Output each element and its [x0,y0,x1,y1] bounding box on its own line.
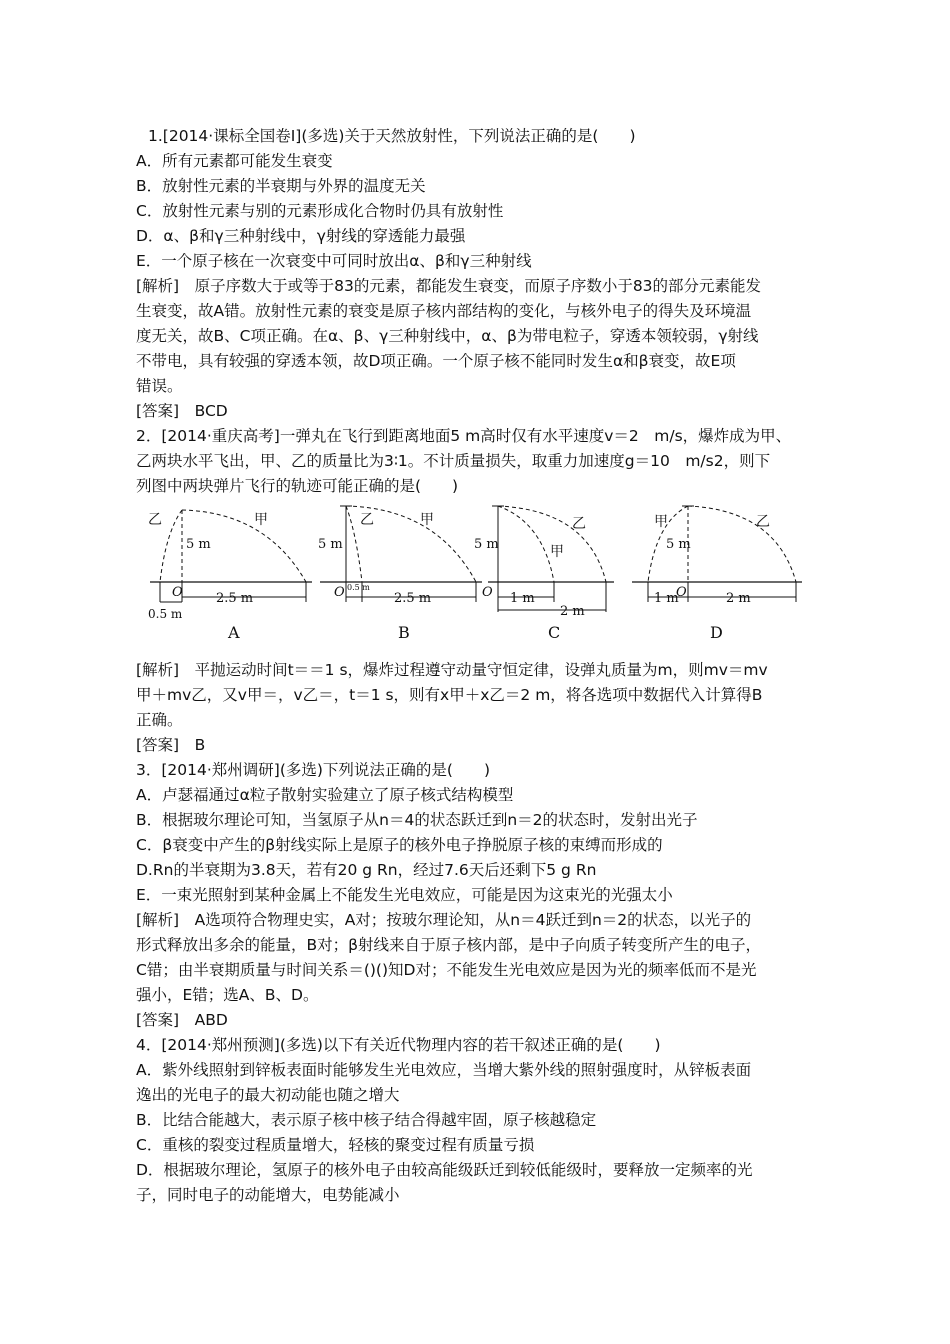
fig-a-height: 5 m [186,537,211,552]
fig-b-left-label: 乙 [360,512,374,528]
q2-stem-line: 列图中两块弹片飞行的轨迹可能正确的是( ) [136,477,459,495]
fig-b-dist-right: 2.5 m [394,591,432,606]
figure-a [146,502,316,652]
q1-option-c: C．放射性元素与别的元素形成化合物时仍具有放射性 [136,202,504,220]
fig-d-left-label: 甲 [654,514,668,530]
fig-b-right-label: 甲 [420,512,434,528]
fig-b-origin: O [334,585,345,600]
fig-c-dist-outer: 2 m [560,604,585,619]
q4-option-d-cont: 子，同时电子的动能增大，电势能减小 [136,1186,400,1204]
q1-analysis-line: [解析] 原子序数大于或等于83的元素，都能发生衰变，而原子序数小于83的部分元素能发 [136,277,762,295]
q4-option-a: A．紫外线照射到锌板表面时能够发生光电效应，当增大紫外线的照射强度时，从锌板表面 [136,1061,752,1079]
figure-d [626,502,806,652]
fig-a-left-label: 乙 [148,512,162,528]
figure-c [474,502,618,652]
fig-c-height: 5 m [474,537,499,552]
q1-analysis-line: 错误。 [136,377,183,395]
q2-analysis-line: 甲＋mv乙，又v甲＝，v乙＝，t＝1 s，则有x甲＋x乙＝2 m，将各选项中数据代入计算得B [136,686,763,704]
q2-stem-line: 2．[2014·重庆高考]一弹丸在飞行到距离地面5 m高时仅有水平速度v＝2 m/s，爆炸成为甲、 [136,427,792,445]
figure-b [316,502,486,652]
q3-option-e: E．一束光照射到某种金属上不能发生光电效应，可能是因为这束光的光强太小 [136,886,673,904]
q1-option-a: A．所有元素都可能发生衰变 [136,152,333,170]
fig-d-dist-right: 2 m [726,591,751,606]
fig-d-letter: D [710,623,723,642]
q2-stem-line: 乙两块水平飞出，甲、乙的质量比为3∶1。不计质量损失，取重力加速度g＝10 m/s2，则下 [136,452,771,470]
fig-a-letter: A [228,623,240,642]
q1-option-b: B．放射性元素的半衰期与外界的温度无关 [136,177,426,195]
q3-analysis-line: 形式释放出多余的能量，B对；β射线来自于原子核内部，是中子向质子转变所产生的电子， [136,936,762,954]
q2-analysis-line: 正确。 [136,711,183,729]
fig-a-origin: O [172,585,183,600]
q2-figures [136,502,826,652]
q4-option-d: D．根据玻尔理论，氢原子的核外电子由较高能级跃迁到较低能级时，要释放一定频率的光 [136,1161,753,1179]
q3-analysis-line: C错；由半衰期质量与时间关系＝()()知D对；不能发生光电效应是因为光的频率低而不是光 [136,961,757,979]
q3-option-c: C．β衰变中产生的β射线实际上是原子的核外电子挣脱原子核的束缚而形成的 [136,836,663,854]
q3-option-a: A．卢瑟福通过α粒子散射实验建立了原子核式结构模型 [136,786,514,804]
q4-stem: 4．[2014·郑州预测](多选)以下有关近代物理内容的若干叙述正确的是( ) [136,1036,661,1054]
fig-c-letter: C [548,623,561,642]
q3-answer: [答案] ABD [136,1011,228,1029]
q1-answer: [答案] BCD [136,402,228,420]
document-content [136,124,826,1208]
fig-b-height: 5 m [318,537,343,552]
q1-analysis-line: 生衰变，故A错。放射性元素的衰变是原子核内部结构的变化，与核外电子的得失及环境温 [136,302,752,320]
fig-c-dist-inner: 1 m [510,591,535,606]
fig-d-right-label: 乙 [756,514,770,530]
q1-analysis-line: 不带电，具有较强的穿透本领，故D项正确。一个原子核不能同时发生α和β衰变，故E项 [136,352,736,370]
q1-analysis-line: 度无关，故B、C项正确。在α、β、γ三种射线中，α、β为带电粒子，穿透本领较弱，γ射线 [136,327,759,345]
q4-option-b: B．比结合能越大，表示原子核中核子结合得越牢固，原子核越稳定 [136,1111,597,1129]
fig-c-inner-label: 甲 [550,544,564,560]
q4-option-a-cont: 逸出的光电子的最大初动能也随之增大 [136,1086,400,1104]
fig-b-letter: B [398,623,410,642]
q4-option-c: C．重核的裂变过程质量增大，轻核的聚变过程有质量亏损 [136,1136,535,1154]
q1-option-d: D．α、β和γ三种射线中，γ射线的穿透能力最强 [136,227,466,245]
q3-analysis-line: [解析] A选项符合物理史实，A对；按玻尔理论知，从n＝4跃迁到n＝2的状态，以光子的 [136,911,752,929]
q2-analysis-line: [解析] 平抛运动时间t＝＝1 s，爆炸过程遵守动量守恒定律，设弹丸质量为m，则mv＝mv [136,661,768,679]
fig-c-outer-label: 乙 [572,516,586,532]
q3-option-b: B．根据玻尔理论可知，当氢原子从n＝4的状态跃迁到n＝2的状态时，发射出光子 [136,811,698,829]
q1-stem: 1.[2014·课标全国卷Ⅰ](多选)关于天然放射性，下列说法正确的是( ) [148,127,636,145]
fig-a-dist-right: 2.5 m [216,591,254,606]
q3-stem: 3．[2014·郑州调研](多选)下列说法正确的是( ) [136,761,491,779]
q3-option-d: D.Rn的半衰期为3.8天，若有20 g Rn，经过7.6天后还剩下5 g Rn [136,861,597,879]
fig-d-dist-left: 1 m [654,591,679,606]
fig-c-origin: O [482,585,493,600]
fig-d-origin: O [676,585,687,600]
q1-option-e: E．一个原子核在一次衰变中可同时放出α、β和γ三种射线 [136,252,532,270]
q3-analysis-line: 强小，E错；选A、B、D。 [136,986,319,1004]
q2-answer: [答案] B [136,736,206,754]
fig-b-dist-small: 0.5 m [347,583,370,592]
fig-a-dist-left: 0.5 m [148,607,183,621]
fig-a-right-label: 甲 [254,512,268,528]
fig-d-height: 5 m [666,537,691,552]
